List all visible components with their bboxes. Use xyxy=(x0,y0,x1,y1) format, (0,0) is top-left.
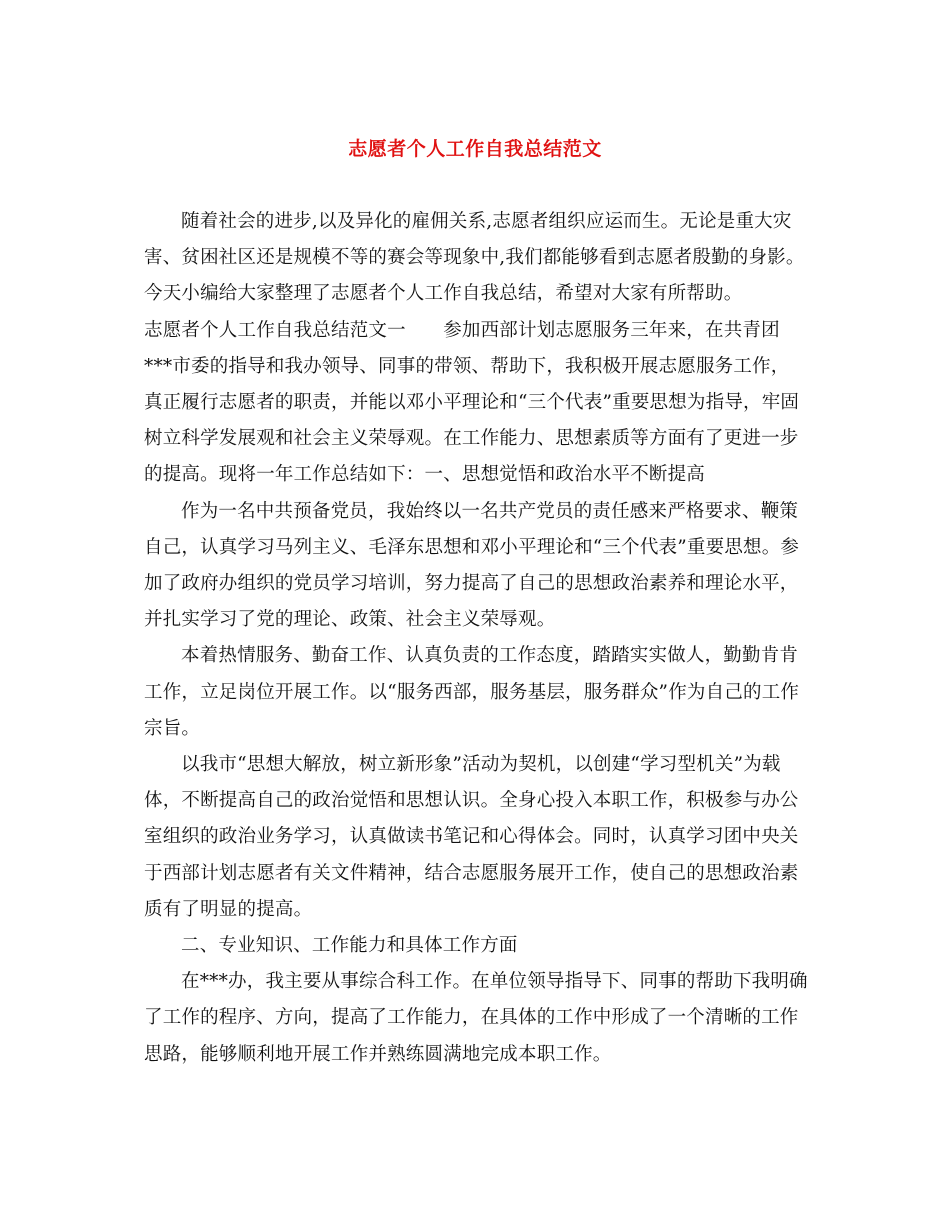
paragraph-intro: 随着社会的进步,以及异化的雇佣关系,志愿者组织应运而生。无论是重大灾害、贫困社区还是规模不等的赛会等现象中,我们都能够看到志愿者殷勤的身影。今天小编给大家整理了志愿者个人工作自我总结，希望对大家有所帮助。 xyxy=(144,211,805,305)
paragraph-work-attitude: 本着热情服务、勤奋工作、认真负责的工作态度，踏踏实实做人，勤勤肯肯工作，立足岗位开展工作。以“服务西部，服务基层，服务群众”作为自己的工作宗旨。 xyxy=(144,645,800,739)
paragraph-party-member: 作为一名中共预备党员，我始终以一名共产党员的责任感来严格要求、鞭策自己，认真学习马列主义、毛泽东思想和邓小平理论和“三个代表”重要思想。参加了政府办组织的党员学习培训，努力提高了自己的思想政治素养和理论水平，并扎实学习了党的理论、政策、社会主义荣辱观。 xyxy=(144,500,800,631)
document-title: 志愿者个人工作自我总结范文 xyxy=(348,138,602,160)
paragraph-sample-one-opening: 志愿者个人工作自我总结范文一 参加西部计划志愿服务三年来，在共青团***市委的指导和我办领导、同事的带领、帮助下，我积极开展志愿服务工作，真正履行志愿者的职责，并能以邓小平理论和“三个代表”重要思想为指导，牢固树立科学发展观和社会主义荣辱观。在工作能力、思想素质等方面有了更进一步的提高。现将一年工作总结如下：一、思想觉悟和政治水平不断提高 xyxy=(144,319,800,486)
document-body xyxy=(144,204,808,1073)
paragraph-office-work: 在***办，我主要从事综合科工作。在单位领导指导下、同事的帮助下我明确了工作的程序、方向，提高了工作能力，在具体的工作中形成了一个清晰的工作思路，能够顺利地开展工作并熟练圆满地完成本职工作。 xyxy=(144,971,808,1065)
paragraph-learning-activities: 以我市“思想大解放，树立新形象”活动为契机，以创建“学习型机关”为载体，不断提高自己的政治觉悟和思想认识。全身心投入本职工作，积极参与办公室组织的政治业务学习，认真做读书笔记和心得体会。同时，认真学习团中央关于西部计划志愿者有关文件精神，结合志愿服务展开工作，使自己的思想政治素质有了明显的提高。 xyxy=(144,754,799,920)
section-heading-professional: 二、专业知识、工作能力和具体工作方面 xyxy=(181,935,518,957)
